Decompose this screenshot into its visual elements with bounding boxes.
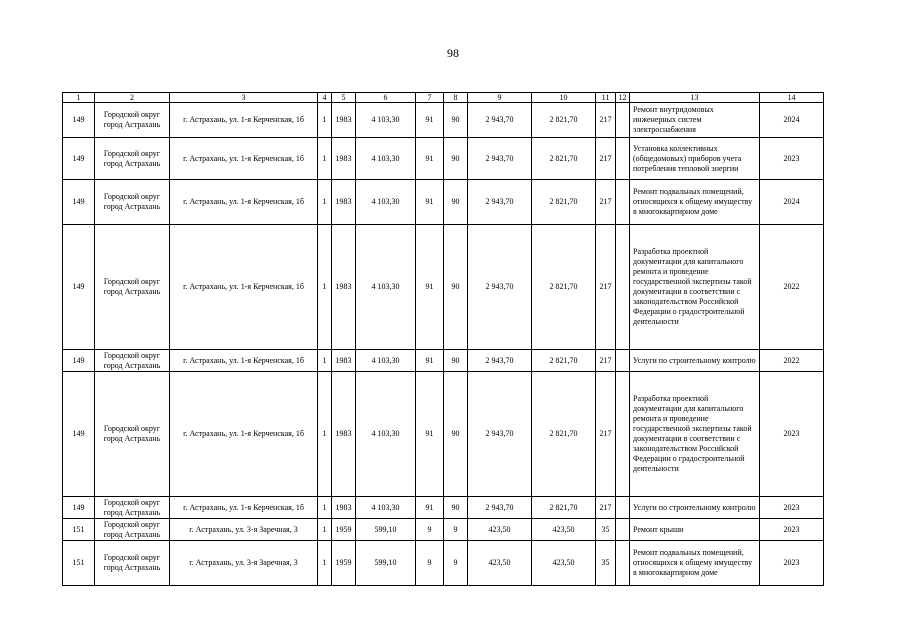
municipality-cell: Городской округ город Астрахань [95,103,170,138]
table-cell: 1 [318,180,332,225]
table-cell: 91 [416,103,444,138]
table-cell: 90 [444,103,468,138]
table-row [63,138,824,180]
table-cell: 1983 [332,372,356,497]
header-cell: 3 [170,93,318,103]
table-cell: 599,10 [356,519,416,541]
table-cell: 4 103,30 [356,497,416,519]
table-cell: 2 821,70 [532,372,596,497]
address-cell: г. Астрахань, ул. 1-я Керченская, 1б [170,180,318,225]
row-number-cell: 149 [63,180,95,225]
table-cell: 2 943,70 [468,497,532,519]
row-number-cell: 151 [63,541,95,586]
table-cell: 90 [444,350,468,372]
address-cell: г. Астрахань, ул. 1-я Керченская, 1б [170,138,318,180]
header-cell: 2 [95,93,170,103]
table-cell: 91 [416,350,444,372]
table-cell: 2 943,70 [468,350,532,372]
table-cell [616,180,630,225]
work-type-cell: Услуги по строительному контролю [630,350,760,372]
table-cell: 1983 [332,103,356,138]
table-cell: 599,10 [356,541,416,586]
header-cell: 4 [318,93,332,103]
work-type-cell: Услуги по строительному контролю [630,497,760,519]
table-cell: 2 821,70 [532,138,596,180]
year-cell: 2023 [760,372,824,497]
address-cell: г. Астрахань, ул. 1-я Керченская, 1б [170,103,318,138]
table-cell [616,372,630,497]
table-cell: 2 943,70 [468,180,532,225]
table-cell: 1 [318,225,332,350]
table-cell: 217 [596,350,616,372]
municipality-cell: Городской округ город Астрахань [95,497,170,519]
table-cell: 423,50 [532,541,596,586]
table-cell: 423,50 [468,519,532,541]
year-cell: 2023 [760,519,824,541]
table-cell: 1983 [332,180,356,225]
table-cell: 217 [596,103,616,138]
municipality-cell: Городской округ город Астрахань [95,138,170,180]
work-type-cell: Разработка проектной документации для капитального ремонта и проведение государственной экспертизы такой документации в соответствии с законодательством Российской Федерации о градостроительной деятельности [630,372,760,497]
table-cell: 1983 [332,350,356,372]
table-cell: 90 [444,180,468,225]
table-cell: 35 [596,541,616,586]
table-cell: 1 [318,541,332,586]
table-cell: 9 [416,541,444,586]
row-number-cell: 149 [63,138,95,180]
table-cell: 91 [416,225,444,350]
work-type-cell: Ремонт подвальных помещений, относящихся к общему имуществу в многоквартирном доме [630,180,760,225]
table-cell: 90 [444,225,468,350]
table-cell: 423,50 [468,541,532,586]
table-cell: 35 [596,519,616,541]
table-cell [616,519,630,541]
table-cell: 91 [416,180,444,225]
header-cell: 13 [630,93,760,103]
table-cell: 90 [444,138,468,180]
year-cell: 2022 [760,225,824,350]
table-row [63,350,824,372]
table-cell: 4 103,30 [356,180,416,225]
table-cell: 1983 [332,225,356,350]
table-cell: 1959 [332,541,356,586]
table-cell: 91 [416,138,444,180]
year-cell: 2023 [760,541,824,586]
table-cell: 4 103,30 [356,138,416,180]
year-cell: 2024 [760,103,824,138]
table-row [63,103,824,138]
table-cell: 4 103,30 [356,225,416,350]
year-cell: 2023 [760,138,824,180]
work-type-cell: Ремонт подвальных помещений, относящихся к общему имуществу в многоквартирном доме [630,541,760,586]
table-cell: 4 103,30 [356,103,416,138]
table-cell: 2 943,70 [468,103,532,138]
header-cell: 7 [416,93,444,103]
address-cell: г. Астрахань, ул. 1-я Керченская, 1б [170,497,318,519]
row-number-cell: 149 [63,497,95,519]
table-cell [616,138,630,180]
table-cell: 1 [318,138,332,180]
table-cell: 4 103,30 [356,372,416,497]
table-cell: 9 [444,541,468,586]
header-cell: 11 [596,93,616,103]
row-number-cell: 149 [63,372,95,497]
table-cell: 1983 [332,497,356,519]
work-type-cell: Ремонт крыши [630,519,760,541]
table-cell: 2 821,70 [532,497,596,519]
table-cell [616,497,630,519]
table-cell: 1959 [332,519,356,541]
table-cell: 217 [596,180,616,225]
table-cell: 217 [596,497,616,519]
municipality-cell: Городской округ город Астрахань [95,519,170,541]
table-row [63,497,824,519]
table-cell: 423,50 [532,519,596,541]
table-cell: 9 [444,519,468,541]
table-cell [616,541,630,586]
row-number-cell: 151 [63,519,95,541]
table-cell [616,225,630,350]
header-cell: 6 [356,93,416,103]
table-cell: 91 [416,497,444,519]
table-cell: 90 [444,372,468,497]
year-cell: 2024 [760,180,824,225]
table-cell: 217 [596,225,616,350]
municipality-cell: Городской округ город Астрахань [95,180,170,225]
table-cell: 2 821,70 [532,225,596,350]
table-cell: 2 821,70 [532,103,596,138]
table-cell: 2 821,70 [532,180,596,225]
row-number-cell: 149 [63,350,95,372]
year-cell: 2022 [760,350,824,372]
table-cell: 2 943,70 [468,225,532,350]
address-cell: г. Астрахань, ул. 1-я Керченская, 1б [170,372,318,497]
table-cell: 1 [318,103,332,138]
table-cell: 2 821,70 [532,350,596,372]
table-row [63,225,824,350]
municipality-cell: Городской округ город Астрахань [95,372,170,497]
address-cell: г. Астрахань, ул. 1-я Керченская, 1б [170,225,318,350]
table-cell: 2 943,70 [468,138,532,180]
table-cell: 91 [416,372,444,497]
work-type-cell: Ремонт внутридомовых инженерных систем электроснабжения [630,103,760,138]
table-row [63,519,824,541]
table-cell: 217 [596,138,616,180]
table-row [63,180,824,225]
table-cell: 90 [444,497,468,519]
year-cell: 2023 [760,497,824,519]
address-cell: г. Астрахань, ул. 3-я Заречная, 3 [170,519,318,541]
table-cell: 4 103,30 [356,350,416,372]
work-type-cell: Установка коллективных (общедомовых) приборов учета потребления тепловой энергии [630,138,760,180]
column-number-header [63,93,824,103]
header-cell: 1 [63,93,95,103]
municipality-cell: Городской округ город Астрахань [95,350,170,372]
municipality-cell: Городской округ город Астрахань [95,541,170,586]
table-cell: 1983 [332,138,356,180]
row-number-cell: 149 [63,225,95,350]
table-cell: 1 [318,497,332,519]
header-cell: 9 [468,93,532,103]
header-cell: 10 [532,93,596,103]
table-cell: 1 [318,372,332,497]
table-cell: 1 [318,350,332,372]
table-row [63,372,824,497]
header-cell: 5 [332,93,356,103]
repair-program-table [62,92,824,586]
row-number-cell: 149 [63,103,95,138]
table-cell [616,103,630,138]
header-cell: 12 [616,93,630,103]
table-cell: 217 [596,372,616,497]
header-cell: 14 [760,93,824,103]
table-cell: 1 [318,519,332,541]
table-cell [616,350,630,372]
table-row [63,541,824,586]
municipality-cell: Городской округ город Астрахань [95,225,170,350]
table-cell: 2 943,70 [468,372,532,497]
work-type-cell: Разработка проектной документации для капитального ремонта и проведение государственной экспертизы такой документации в соответствии с законодательством Российской Федерации о градостроительной деятельности [630,225,760,350]
address-cell: г. Астрахань, ул. 3-я Заречная, 3 [170,541,318,586]
page-number: 98 [447,46,459,60]
header-cell: 8 [444,93,468,103]
table-cell: 9 [416,519,444,541]
address-cell: г. Астрахань, ул. 1-я Керченская, 1б [170,350,318,372]
